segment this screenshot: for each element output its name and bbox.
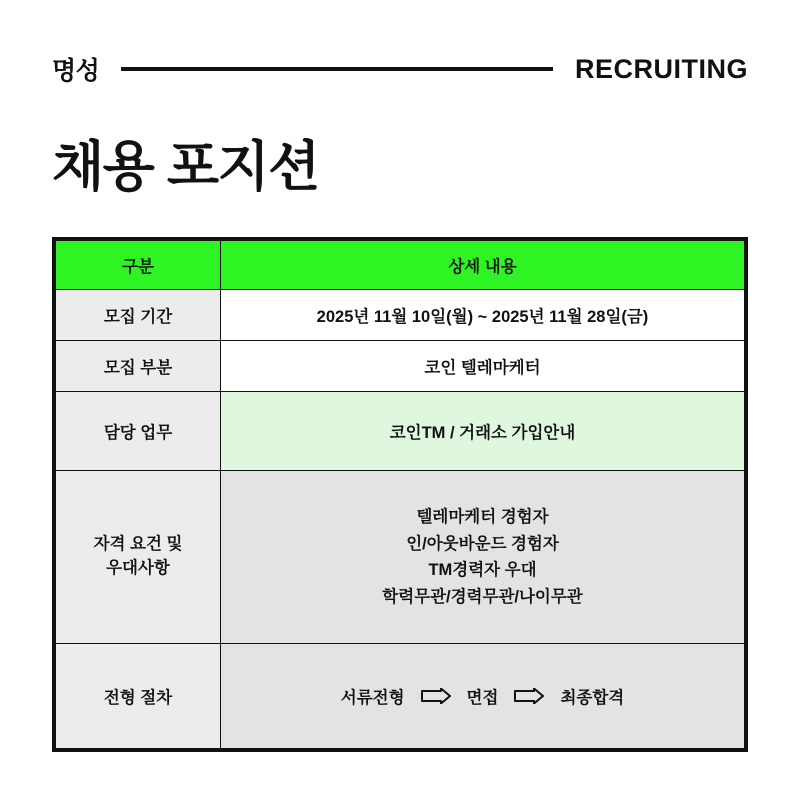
qualification-line: 학력무관/경력무관/나이무관 [382,588,583,607]
arrow-right-icon [421,688,451,704]
row-value-period: 2025년 11월 10일(월) ~ 2025년 11월 28일(금) [221,290,745,341]
table-row [56,471,745,644]
qualification-line: 인/아웃바운드 경험자 [406,534,559,553]
qualification-line: TM경력자 우대 [428,561,537,580]
table-row [56,392,745,471]
process-step-document: 서류전형 [340,689,405,708]
table-header-row [56,241,745,290]
row-value-qualification [221,471,745,644]
row-label-period: 모집 기간 [56,290,221,341]
table-row [56,644,745,749]
brand-name: 명성 [52,57,100,85]
process-step-final: 최종합격 [560,689,625,708]
row-label-qualification-text: 자격 요건 및 우대사항 [93,535,183,578]
poster-header [52,0,748,100]
table-header [56,241,745,290]
row-value-duty: 코인TM / 거래소 가입안내 [221,392,745,471]
table-row [56,290,745,341]
row-label-duty: 담당 업무 [56,392,221,471]
process-flow [227,684,738,708]
row-label-part: 모집 부분 [56,341,221,392]
row-value-part: 코인 텔레마케터 [221,341,745,392]
page-title: 채용 포지션 [52,137,319,197]
process-step-interview: 면접 [466,689,499,708]
arrow-right-icon [514,688,544,704]
row-label-process: 전형 절차 [56,644,221,749]
table-body [56,290,745,749]
column-header-category: 구분 [56,241,221,290]
qualification-lines [227,504,738,611]
header-divider [121,67,553,71]
column-header-details: 상세 내용 [221,241,745,290]
row-label-qualification [56,471,221,644]
header-recruiting-label: RECRUITING [575,53,748,84]
table-row [56,341,745,392]
row-value-process [221,644,745,749]
recruit-table [55,240,745,749]
qualification-line: 텔레마케터 경험자 [416,507,549,526]
recruit-table-wrapper [52,237,748,752]
